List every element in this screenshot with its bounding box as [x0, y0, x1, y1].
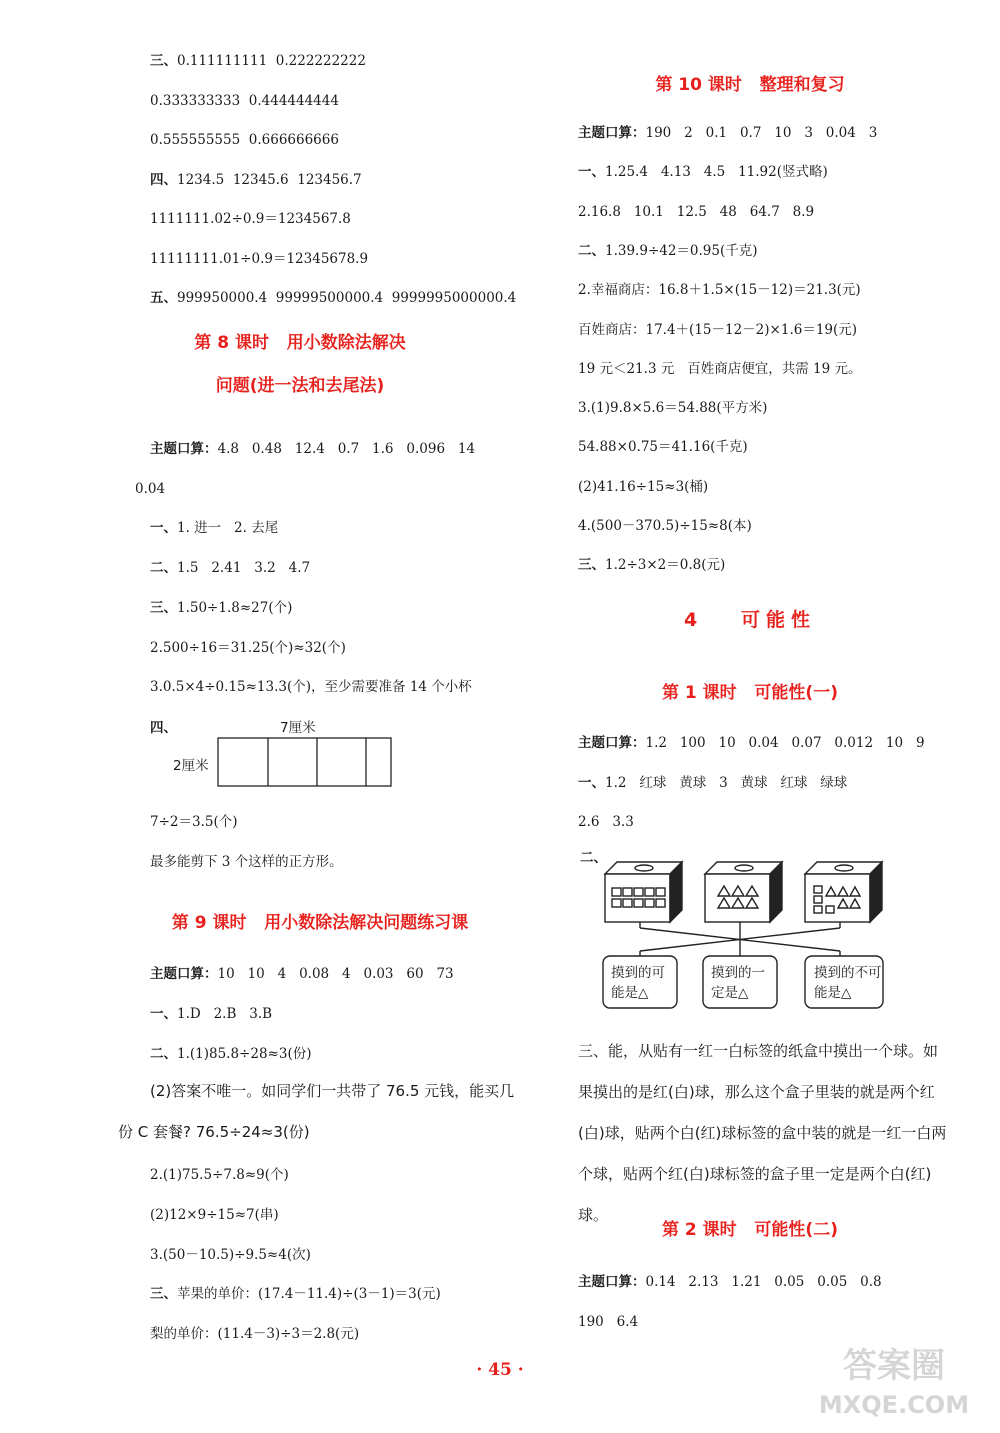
label-box-possible: 摸到的可能是△ — [611, 965, 665, 1001]
label-box-certain: 摸到的一定是△ — [711, 965, 765, 1001]
answer-line-text: 1.2 红球 黄球 3 黄球 红球 绿球 — [605, 775, 848, 791]
figure-lead: 二、 — [580, 850, 607, 866]
answer-line — [150, 440, 475, 458]
height-label: 2厘米 — [173, 758, 209, 774]
answer-line-text: 3.(1)9.8×5.6＝54.88(平方米) — [578, 400, 768, 416]
answer-line — [578, 734, 925, 752]
strip-diagram — [217, 737, 393, 788]
answer-line-text: 3.(50－10.5)÷9.5≈4(次) — [150, 1247, 311, 1263]
answer-line-lead: 三、 — [150, 1286, 177, 1302]
left-paragraph: (2)答案不唯一。如同学们一共带了 76.5 元钱，能买几份 C 套餐? 76.5÷24≈3(份) — [118, 1082, 515, 1141]
answer-line-lead: 主题口算： — [578, 735, 646, 751]
answer-line-text: 2.16.8 10.1 12.5 48 64.7 8.9 — [578, 204, 815, 220]
answer-line-text: 1. 进一 2. 去尾 — [177, 520, 279, 536]
width-label: 7厘米 — [280, 720, 316, 736]
answer-line-lead: 主题口算： — [578, 1274, 646, 1290]
answer-line-text: 梨的单价：(11.4－3)÷3＝2.8(元) — [150, 1326, 360, 1342]
answer-line-text: 2.(1)75.5÷7.8≈9(个) — [150, 1167, 289, 1183]
answer-line-text: 1.2 100 10 0.04 0.07 0.012 10 9 — [645, 735, 925, 751]
answer-line — [578, 124, 877, 142]
watermark-text: MXQE.COM — [818, 1391, 970, 1419]
answer-line-text: 2.500÷16＝31.25(个)≈32(个) — [150, 640, 346, 656]
answer-line-text: 百姓商店：17.4＋(15－12－2)×1.6＝19(元) — [578, 322, 858, 338]
answer-line — [578, 556, 725, 574]
lesson10-title: 第 10 课时 整理和复习 — [655, 75, 845, 95]
answer-line — [150, 131, 339, 149]
answer-line — [578, 517, 752, 535]
answer-line-text: 3.0.5×4÷0.15≈13.3(个)，至少需要准备 14 个小杯 — [150, 679, 472, 695]
answer-line-lead: 主题口算： — [578, 125, 646, 141]
answer-line — [578, 438, 748, 456]
answer-line — [578, 242, 758, 260]
answer-line-text: 1111111.02÷0.9＝1234567.8 — [150, 211, 351, 227]
answer-line — [578, 813, 634, 831]
answer-line-text: 0.111111111 0.222222222 — [177, 53, 366, 69]
answer-line — [150, 1166, 289, 1184]
answer-line — [150, 171, 362, 189]
answer-line — [150, 289, 516, 307]
answer-line — [578, 478, 708, 496]
page-number: · 45 · — [476, 1360, 524, 1380]
answer-line-text: (2)41.16÷15≈3(桶) — [578, 479, 709, 495]
answer-line-text: 1.5 2.41 3.2 4.7 — [177, 560, 311, 576]
unit4-title: 4 可能性 — [683, 609, 817, 631]
figure-lead: 四、 — [150, 720, 177, 736]
answer-line-text: 190 2 0.1 0.7 10 3 0.04 3 — [645, 125, 878, 141]
answer-line-lead: 一、 — [578, 164, 605, 180]
answer-line-text: 0.555555555 0.666666666 — [150, 132, 339, 148]
watermark-logo-text: 答案圈 — [843, 1346, 945, 1386]
answer-line — [578, 360, 861, 378]
watermark-logo — [802, 1333, 982, 1423]
lesson9-title: 第 9 课时 用小数除法解决问题练习课 — [171, 913, 469, 933]
answer-line — [578, 1313, 638, 1331]
answer-line-text: 11111111.01÷0.9＝12345678.9 — [150, 251, 369, 267]
lesson2-title: 第 2 课时 可能性(二) — [662, 1220, 838, 1240]
answer-line-lead: 主题口算： — [150, 441, 218, 457]
answer-line-lead: 五、 — [150, 290, 177, 306]
answer-line — [150, 813, 238, 831]
answer-line — [150, 92, 339, 110]
answer-line-text: 1.50÷1.8≈27(个) — [177, 600, 293, 616]
answer-line-text: 54.88×0.75＝41.16(千克) — [578, 439, 748, 455]
answer-line-lead: 二、 — [150, 560, 177, 576]
answer-line-text: 0.333333333 0.444444444 — [150, 93, 339, 109]
answer-line — [578, 399, 767, 417]
answer-line-text: 7÷2＝3.5(个) — [150, 814, 238, 830]
answer-line — [150, 52, 366, 70]
answer-line-text: 最多能剪下 3 个这样的正方形。 — [150, 854, 343, 870]
answer-line — [150, 1246, 311, 1264]
answer-line — [578, 321, 857, 339]
answer-line-text: 19 元＜21.3 元 百姓商店便宜，共需 19 元。 — [578, 361, 862, 377]
answer-line — [150, 678, 472, 696]
answer-line — [135, 480, 165, 498]
answer-line — [150, 1285, 441, 1303]
answer-line — [150, 639, 346, 657]
answer-line-lead: 一、 — [150, 520, 177, 536]
answer-line — [150, 1206, 279, 1224]
answer-line-text: 1.39.9÷42＝0.95(千克) — [605, 243, 758, 259]
answer-line — [578, 281, 861, 299]
answer-line — [150, 853, 343, 871]
answer-line — [150, 1045, 312, 1063]
answer-line-text: 1.2÷3×2＝0.8(元) — [605, 557, 726, 573]
answer-line-text: 1.25.4 4.13 4.5 11.92(竖式略) — [605, 164, 828, 180]
answer-line-lead: 三、 — [578, 557, 605, 573]
answer-line-lead: 主题口算： — [150, 966, 218, 982]
answer-line-text: 苹果的单价：(17.4－11.4)÷(3－1)＝3(元) — [177, 1286, 441, 1302]
answer-line — [150, 519, 278, 537]
answer-line — [150, 210, 351, 228]
answer-line-text: 999950000.4 99999500000.4 9999995000000.4 — [177, 290, 517, 306]
answer-line — [578, 203, 814, 221]
answer-line — [150, 599, 292, 617]
answer-line-lead: 二、 — [578, 243, 605, 259]
answer-line-lead: 一、 — [578, 775, 605, 791]
answer-line-text: 1.D 2.B 3.B — [177, 1006, 273, 1022]
label-box-impossible: 摸到的不可能是△ — [814, 965, 882, 1001]
answer-line-text: 10 10 4 0.08 4 0.03 60 73 — [217, 966, 454, 982]
answer-line-text: 1234.5 12345.6 123456.7 — [177, 172, 362, 188]
answer-line-text: 190 6.4 — [578, 1314, 639, 1330]
answer-line — [150, 250, 368, 268]
lesson1-title: 第 1 课时 可能性(一) — [662, 683, 838, 703]
answer-line — [578, 163, 828, 181]
answer-line-text: 4.(500－370.5)÷15≈8(本) — [578, 518, 752, 534]
answer-line-text: 0.14 2.13 1.21 0.05 0.05 0.8 — [645, 1274, 882, 1290]
answer-line-lead: 一、 — [150, 1006, 177, 1022]
lesson8-title-line1: 第 8 课时 用小数除法解决 — [194, 333, 406, 353]
answer-line — [150, 1005, 272, 1023]
answer-line-text: 2.6 3.3 — [578, 814, 634, 830]
answer-line-text: 0.04 — [135, 481, 166, 497]
answer-line-lead: 二、 — [150, 1046, 177, 1062]
answer-line-text: (2)12×9÷15≈7(串) — [150, 1207, 279, 1223]
answer-line — [150, 965, 454, 983]
answer-line — [578, 774, 847, 792]
answer-line — [578, 1273, 882, 1291]
answer-line-lead: 三、 — [150, 600, 177, 616]
answer-line-lead: 三、 — [150, 53, 177, 69]
answer-line-lead: 四、 — [150, 172, 177, 188]
right-paragraph: 三、能，从贴有一红一白标签的纸盒中摸出一个球。如果摸出的是红(白)球，那么这个盒子里装的就是两个红(白)球，贴两个白(红)球标签的盒中装的就是一红一白两个球，贴两个红(白)球标签的盒子里一定是两个白(红)球。 — [578, 1042, 947, 1224]
answer-line-text: 2.幸福商店：16.8＋1.5×(15－12)＝21.3(元) — [578, 282, 861, 298]
lesson8-title-line2: 问题(进一法和去尾法) — [215, 376, 385, 396]
answer-line-text: 1.(1)85.8÷28≈3(份) — [177, 1046, 312, 1062]
answer-line — [150, 559, 310, 577]
answer-line — [150, 1325, 359, 1343]
answer-line-text: 4.8 0.48 12.4 0.7 1.6 0.096 14 — [217, 441, 476, 457]
